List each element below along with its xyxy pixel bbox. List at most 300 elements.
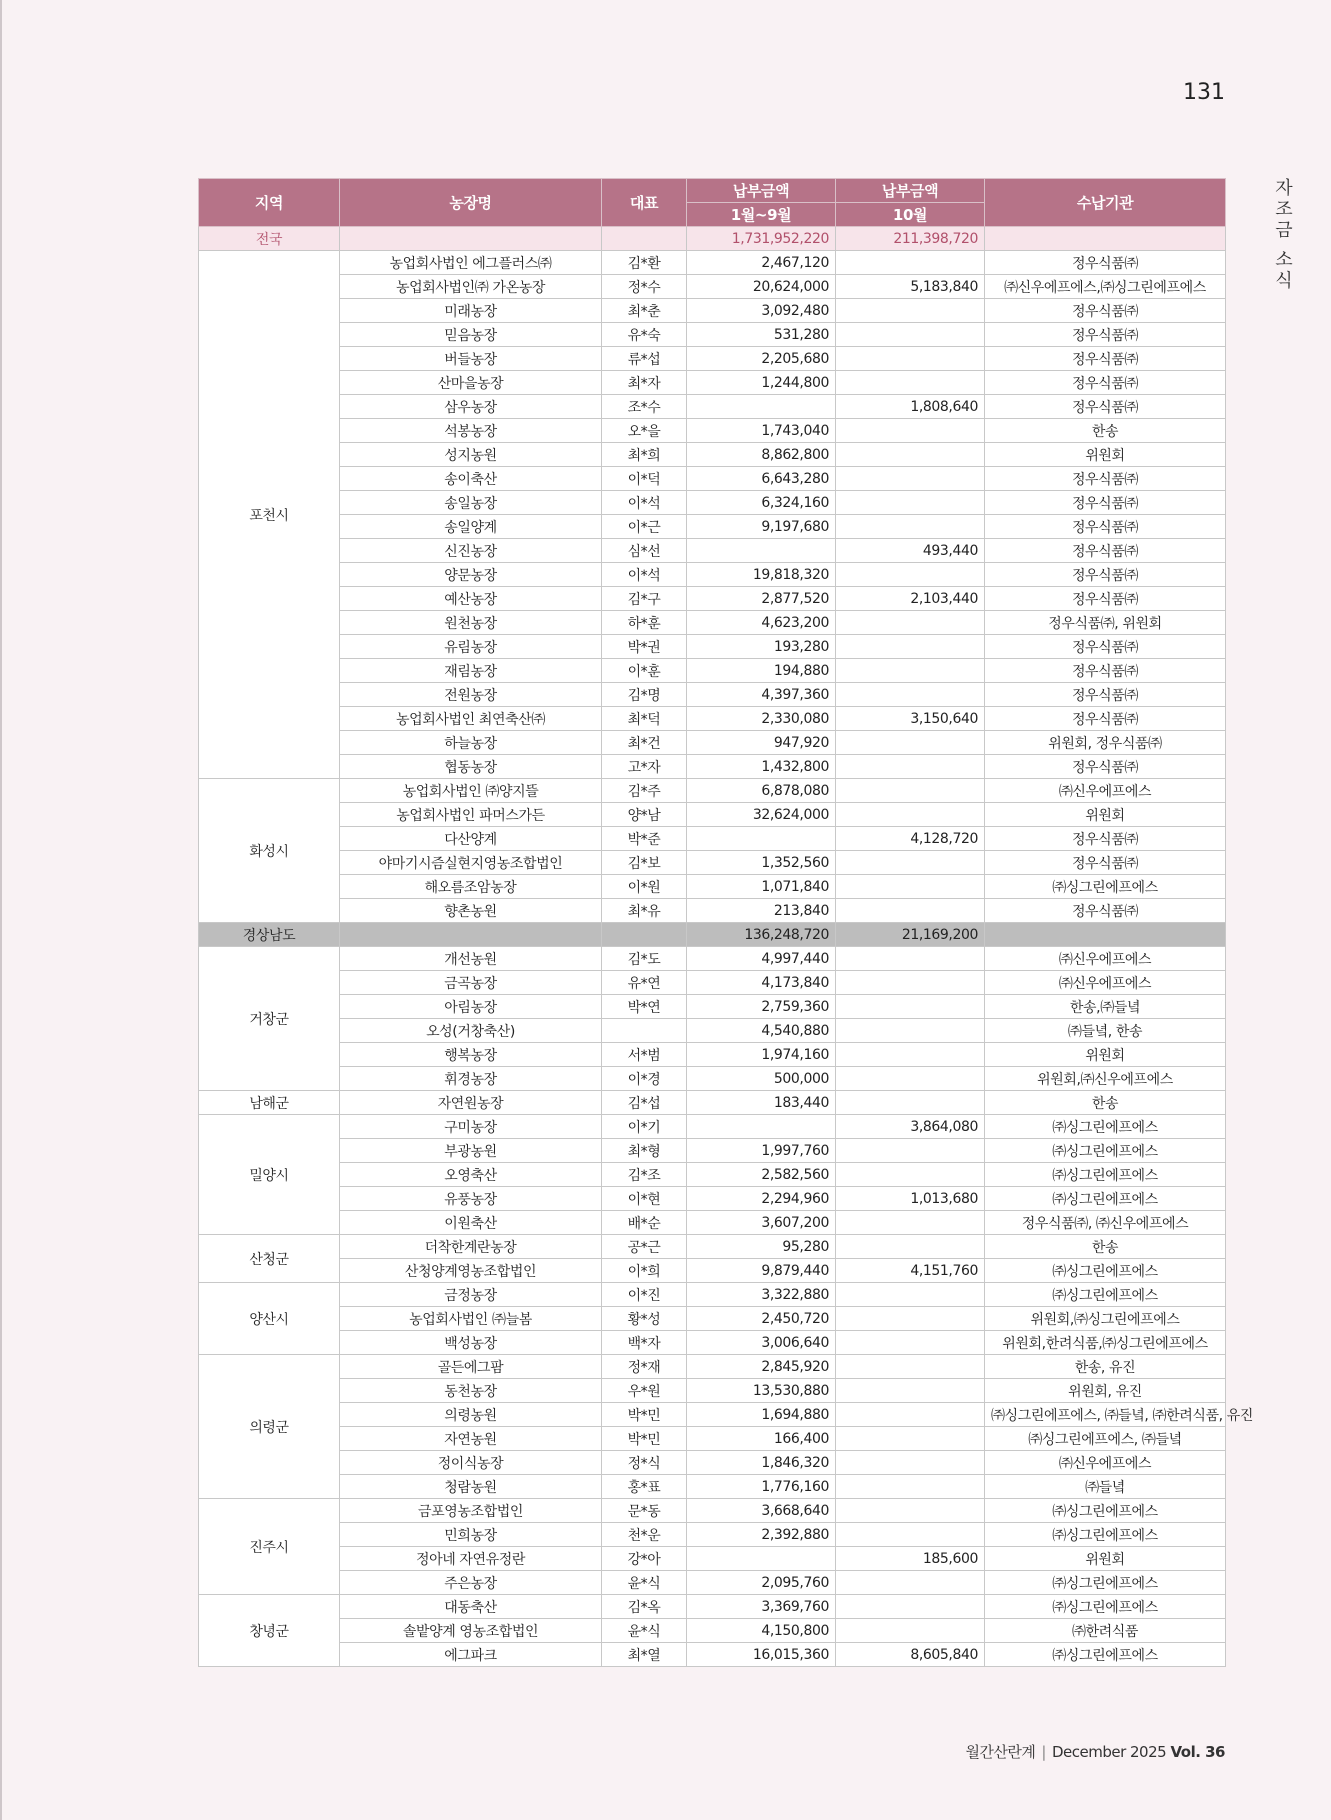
table-row [199,851,1226,875]
org-cell: 위원회 [985,803,1226,827]
rep-cell: 서*범 [602,1043,687,1067]
amount-2-cell [836,251,985,275]
amount-1-cell: 1,071,840 [687,875,836,899]
rep-cell: 최*희 [602,443,687,467]
amount-1-cell: 194,880 [687,659,836,683]
rep-cell: 류*섭 [602,347,687,371]
amount-1-cell: 1,352,560 [687,851,836,875]
rep-cell: 백*자 [602,1331,687,1355]
table-row [199,419,1226,443]
org-cell: ㈜싱그린에프에스 [985,1163,1226,1187]
table-row [199,755,1226,779]
farm-name-cell: 유풍농장 [340,1187,602,1211]
org-cell: ㈜싱그린에프에스 [985,1283,1226,1307]
org-cell: ㈜싱그린에프에스, ㈜들녘 [985,1427,1226,1451]
org-cell: ㈜싱그린에프에스 [985,1259,1226,1283]
org-cell: 정우식품㈜ [985,563,1226,587]
table-row [199,1019,1226,1043]
farm-name-cell: 주은농장 [340,1571,602,1595]
rep-cell: 이*훈 [602,659,687,683]
org-cell: ㈜들녘, 한송 [985,1019,1226,1043]
org-cell: 정우식품㈜ [985,899,1226,923]
farm-name-cell: 해오름조암농장 [340,875,602,899]
table-row [199,1043,1226,1067]
org-cell: ㈜싱그린에프에스 [985,1139,1226,1163]
amount-1-cell: 4,150,800 [687,1619,836,1643]
rep-cell: 이*희 [602,1259,687,1283]
table-header [199,179,1226,227]
org-cell: ㈜신우에프에스 [985,947,1226,971]
amount-1-cell: 6,878,080 [687,779,836,803]
amount-2-cell: 1,808,640 [836,395,985,419]
org-cell: 정우식품㈜ [985,371,1226,395]
table-row [199,1355,1226,1379]
rep-cell: 김*명 [602,683,687,707]
header-org: 수납기관 [985,179,1226,227]
table-row [199,395,1226,419]
amount-2-cell [836,347,985,371]
table-row [199,1643,1226,1667]
rep-cell: 우*원 [602,1379,687,1403]
rep-cell: 강*아 [602,1547,687,1571]
rep-cell: 조*수 [602,395,687,419]
farm-name-cell: 협동농장 [340,755,602,779]
org-cell: 정우식품㈜ [985,659,1226,683]
table-row [199,1619,1226,1643]
national-amount-2: 211,398,720 [836,227,985,251]
rep-cell: 박*연 [602,995,687,1019]
amount-1-cell: 1,997,760 [687,1139,836,1163]
org-cell: ㈜신우에프에스 [985,1451,1226,1475]
table-row [199,1307,1226,1331]
amount-2-cell [836,1283,985,1307]
amount-2-cell [836,1331,985,1355]
amount-1-cell: 4,997,440 [687,947,836,971]
region-cell: 밀양시 [199,1115,340,1235]
national-label: 전국 [199,227,340,251]
table-row [199,347,1226,371]
amount-1-cell: 2,759,360 [687,995,836,1019]
farm-name-cell: 오성(거창축산) [340,1019,602,1043]
amount-2-cell [836,1523,985,1547]
donation-table [198,178,1253,1667]
table-row [199,659,1226,683]
amount-1-cell: 947,920 [687,731,836,755]
org-cell: ㈜싱그린에프에스 [985,1499,1226,1523]
farm-name-cell: 성지농원 [340,443,602,467]
org-cell: 위원회 [985,1043,1226,1067]
amount-1-cell: 213,840 [687,899,836,923]
header-farm: 농장명 [340,179,602,227]
org-cell: 정우식품㈜ [985,851,1226,875]
rep-cell: 윤*식 [602,1619,687,1643]
rep-cell: 고*자 [602,755,687,779]
rep-cell: 김*조 [602,1163,687,1187]
table-row [199,1115,1226,1139]
rep-cell: 심*선 [602,539,687,563]
farm-name-cell: 자연원농장 [340,1091,602,1115]
amount-2-cell: 4,128,720 [836,827,985,851]
amount-2-cell [836,491,985,515]
farm-name-cell: 민희농장 [340,1523,602,1547]
amount-1-cell: 2,877,520 [687,587,836,611]
amount-2-cell [836,371,985,395]
org-cell: ㈜신우에프에스 [985,779,1226,803]
farm-name-cell: 솔밭양계 영농조합법인 [340,1619,602,1643]
amount-1-cell: 3,668,640 [687,1499,836,1523]
region-cell: 화성시 [199,779,340,923]
amount-1-cell: 1,694,880 [687,1403,836,1427]
farm-name-cell: 믿음농장 [340,323,602,347]
farm-name-cell: 대동축산 [340,1595,602,1619]
amount-1-cell: 3,006,640 [687,1331,836,1355]
amount-1-cell: 6,324,160 [687,491,836,515]
amount-2-cell [836,1595,985,1619]
org-cell: 정우식품㈜ [985,707,1226,731]
section-side-label: 자조금 소식 [1272,178,1293,292]
rep-cell: 김*섭 [602,1091,687,1115]
footer-separator: | [1041,1743,1046,1761]
amount-2-cell [836,1211,985,1235]
amount-2-cell [836,851,985,875]
amount-1-cell: 1,776,160 [687,1475,836,1499]
amount-2-cell [836,1571,985,1595]
page-edge [0,0,2,1820]
amount-2-cell [836,875,985,899]
table-row [199,1523,1226,1547]
amount-2-cell: 5,183,840 [836,275,985,299]
farm-name-cell: 다산양계 [340,827,602,851]
rep-cell: 김*보 [602,851,687,875]
table-row [199,971,1226,995]
rep-cell: 이*근 [602,515,687,539]
farm-name-cell: 행복농장 [340,1043,602,1067]
org-cell: 한송 [985,419,1226,443]
rep-cell: 유*숙 [602,323,687,347]
amount-1-cell: 1,432,800 [687,755,836,779]
farm-name-cell: 이원축산 [340,1211,602,1235]
amount-1-cell: 2,450,720 [687,1307,836,1331]
amount-2-cell [836,1019,985,1043]
table-row [199,1547,1226,1571]
table-row [199,1331,1226,1355]
rep-cell [602,1019,687,1043]
table-row [199,1571,1226,1595]
rep-cell: 홍*표 [602,1475,687,1499]
org-cell: 정우식품㈜ [985,539,1226,563]
farm-name-cell: 산마을농장 [340,371,602,395]
farm-name-cell: 금정농장 [340,1283,602,1307]
org-cell: 위원회, 유진 [985,1379,1226,1403]
amount-1-cell: 4,173,840 [687,971,836,995]
table-row [199,371,1226,395]
rep-cell: 정*식 [602,1451,687,1475]
amount-2-cell [836,1619,985,1643]
region-cell: 포천시 [199,251,340,779]
table-row [199,1163,1226,1187]
table-row [199,515,1226,539]
province-total-row [199,923,1226,947]
amount-2-cell [836,947,985,971]
table-row [199,899,1226,923]
amount-2-cell: 4,151,760 [836,1259,985,1283]
farm-name-cell: 야마기시즘실현지영농조합법인 [340,851,602,875]
rep-cell: 박*준 [602,827,687,851]
org-cell: 위원회 [985,443,1226,467]
rep-cell: 유*연 [602,971,687,995]
amount-1-cell: 2,330,080 [687,707,836,731]
rep-cell: 최*건 [602,731,687,755]
region-cell: 거창군 [199,947,340,1091]
amount-2-cell [836,1499,985,1523]
rep-cell: 박*민 [602,1403,687,1427]
national-amount-1: 1,731,952,220 [687,227,836,251]
table-row [199,1427,1226,1451]
amount-1-cell [687,1547,836,1571]
table-row [199,1283,1226,1307]
org-cell: 정우식품㈜ [985,515,1226,539]
amount-1-cell: 95,280 [687,1235,836,1259]
amount-2-cell [836,1043,985,1067]
amount-2-cell [836,635,985,659]
amount-1-cell [687,827,836,851]
farm-name-cell: 골든에그팜 [340,1355,602,1379]
rep-cell: 이*경 [602,1067,687,1091]
rep-cell: 이*진 [602,1283,687,1307]
org-cell: ㈜신우에프에스,㈜싱그린에프에스 [985,275,1226,299]
farm-name-cell: 청람농원 [340,1475,602,1499]
amount-2-cell [836,899,985,923]
amount-2-cell [836,1163,985,1187]
rep-cell: 김*구 [602,587,687,611]
org-cell: 정우식품㈜ [985,491,1226,515]
amount-1-cell: 8,862,800 [687,443,836,467]
farm-name-cell: 농업회사법인㈜ 가온농장 [340,275,602,299]
rep-cell: 정*재 [602,1355,687,1379]
rep-cell: 최*형 [602,1139,687,1163]
farm-name-cell: 원천농장 [340,611,602,635]
amount-1-cell: 19,818,320 [687,563,836,587]
amount-2-cell [836,779,985,803]
rep-cell: 천*운 [602,1523,687,1547]
rep-cell: 문*동 [602,1499,687,1523]
rep-cell: 이*현 [602,1187,687,1211]
table-row [199,1091,1226,1115]
table-row [199,707,1226,731]
amount-2-cell [836,515,985,539]
farm-name-cell: 하늘농장 [340,731,602,755]
table-row [199,1499,1226,1523]
amount-1-cell: 2,582,560 [687,1163,836,1187]
amount-2-cell: 3,864,080 [836,1115,985,1139]
amount-2-cell [836,1091,985,1115]
amount-2-cell [836,563,985,587]
org-cell: ㈜싱그린에프에스 [985,1643,1226,1667]
org-cell: ㈜싱그린에프에스 [985,875,1226,899]
farm-name-cell: 개선농원 [340,947,602,971]
rep-cell: 배*순 [602,1211,687,1235]
rep-cell: 최*자 [602,371,687,395]
amount-1-cell: 9,197,680 [687,515,836,539]
rep-cell: 김*환 [602,251,687,275]
rep-cell: 이*원 [602,875,687,899]
amount-1-cell: 166,400 [687,1427,836,1451]
farm-name-cell: 부광농원 [340,1139,602,1163]
org-cell: 한송 [985,1091,1226,1115]
amount-2-cell: 185,600 [836,1547,985,1571]
farm-name-cell: 석봉농장 [340,419,602,443]
table-row [199,323,1226,347]
table-row [199,1379,1226,1403]
org-cell: 정우식품㈜, ㈜신우에프에스 [985,1211,1226,1235]
amount-1-cell: 193,280 [687,635,836,659]
amount-2-cell [836,803,985,827]
org-cell: 정우식품㈜ [985,587,1226,611]
amount-1-cell: 2,392,880 [687,1523,836,1547]
amount-2-cell [836,683,985,707]
table-row [199,443,1226,467]
amount-2-cell: 1,013,680 [836,1187,985,1211]
org-cell: 정우식품㈜ [985,323,1226,347]
table-row [199,539,1226,563]
amount-1-cell: 13,530,880 [687,1379,836,1403]
org-cell: 한송, 유진 [985,1355,1226,1379]
region-cell: 산청군 [199,1235,340,1283]
org-cell: 한송,㈜들녘 [985,995,1226,1019]
farm-name-cell: 정아네 자연유정란 [340,1547,602,1571]
amount-1-cell: 2,845,920 [687,1355,836,1379]
amount-2-cell: 493,440 [836,539,985,563]
org-cell: ㈜싱그린에프에스, ㈜들녘, ㈜한려식품, 유진 [985,1403,1226,1427]
farm-name-cell: 금포영농조합법인 [340,1499,602,1523]
org-cell: 정우식품㈜ [985,467,1226,491]
org-cell: 정우식품㈜ [985,299,1226,323]
farm-name-cell: 의령농원 [340,1403,602,1427]
amount-1-cell: 1,743,040 [687,419,836,443]
farm-name-cell: 구미농장 [340,1115,602,1139]
footer-magazine: 월간산란계 [965,1743,1036,1761]
amount-1-cell: 4,623,200 [687,611,836,635]
table-row [199,947,1226,971]
amount-2-cell [836,1475,985,1499]
org-cell: 정우식품㈜ [985,395,1226,419]
farm-name-cell: 삼우농장 [340,395,602,419]
org-cell: 위원회,㈜신우에프에스 [985,1067,1226,1091]
table-body [199,227,1253,1667]
table-row [199,251,1226,275]
amount-1-cell: 3,607,200 [687,1211,836,1235]
table-row [199,683,1226,707]
rep-cell: 최*유 [602,899,687,923]
table-row [199,827,1226,851]
org-cell: 정우식품㈜ [985,347,1226,371]
farm-name-cell: 농업회사법인 ㈜늘봄 [340,1307,602,1331]
amount-1-cell: 6,643,280 [687,467,836,491]
rep-cell: 김*옥 [602,1595,687,1619]
org-cell: 정우식품㈜ [985,827,1226,851]
amount-2-cell: 8,605,840 [836,1643,985,1667]
page-footer [940,1741,1225,1762]
region-cell: 의령군 [199,1355,340,1499]
amount-2-cell [836,611,985,635]
farm-name-cell: 동천농장 [340,1379,602,1403]
region-cell: 양산시 [199,1283,340,1355]
table-row [199,1259,1226,1283]
table-row [199,491,1226,515]
rep-cell: 박*권 [602,635,687,659]
rep-cell: 최*춘 [602,299,687,323]
farm-name-cell: 송일양계 [340,515,602,539]
rep-cell: 최*열 [602,1643,687,1667]
amount-2-cell [836,1427,985,1451]
amount-1-cell [687,1115,836,1139]
farm-name-cell: 양문농장 [340,563,602,587]
amount-1-cell: 3,092,480 [687,299,836,323]
table-row [199,779,1226,803]
table-row [199,1475,1226,1499]
org-cell: ㈜싱그린에프에스 [985,1115,1226,1139]
farm-name-cell: 버들농장 [340,347,602,371]
org-cell: 정우식품㈜ [985,635,1226,659]
farm-name-cell: 백성농장 [340,1331,602,1355]
header-rep: 대표 [602,179,687,227]
rep-cell: 최*덕 [602,707,687,731]
amount-1-cell: 183,440 [687,1091,836,1115]
farm-name-cell: 자연농원 [340,1427,602,1451]
farm-name-cell: 농업회사법인 최연축산㈜ [340,707,602,731]
farm-name-cell: 산청양계영농조합법인 [340,1259,602,1283]
table-row [199,563,1226,587]
org-cell: ㈜신우에프에스 [985,971,1226,995]
amount-2-cell [836,467,985,491]
farm-name-cell: 농업회사법인 파머스가든 [340,803,602,827]
amount-2-cell [836,1235,985,1259]
national-total-row [199,227,1226,251]
farm-name-cell: 재림농장 [340,659,602,683]
amount-1-cell: 16,015,360 [687,1643,836,1667]
table-row [199,275,1226,299]
amount-2-cell [836,443,985,467]
amount-1-cell: 3,369,760 [687,1595,836,1619]
rep-cell: 이*덕 [602,467,687,491]
amount-2-cell [836,1139,985,1163]
farm-name-cell: 오영축산 [340,1163,602,1187]
header-amount-1: 납부금액 [687,179,836,203]
table-row [199,635,1226,659]
amount-1-cell: 531,280 [687,323,836,347]
page-number: 131 [1183,80,1225,105]
rep-cell: 오*을 [602,419,687,443]
farm-name-cell: 에그파크 [340,1643,602,1667]
farm-name-cell: 더착한계란농장 [340,1235,602,1259]
amount-2-cell [836,659,985,683]
amount-1-cell [687,539,836,563]
amount-1-cell: 1,974,160 [687,1043,836,1067]
amount-2-cell [836,1451,985,1475]
org-cell: ㈜싱그린에프에스 [985,1595,1226,1619]
farm-name-cell: 유림농장 [340,635,602,659]
farm-name-cell: 예산농장 [340,587,602,611]
farm-name-cell: 송이축산 [340,467,602,491]
province-amount-2: 21,169,200 [836,923,985,947]
region-cell: 진주시 [199,1499,340,1595]
table-row [199,1139,1226,1163]
table-row [199,1595,1226,1619]
header-period-1: 1월~9월 [687,203,836,227]
rep-cell: 윤*식 [602,1571,687,1595]
region-cell: 창녕군 [199,1595,340,1667]
amount-2-cell [836,1067,985,1091]
